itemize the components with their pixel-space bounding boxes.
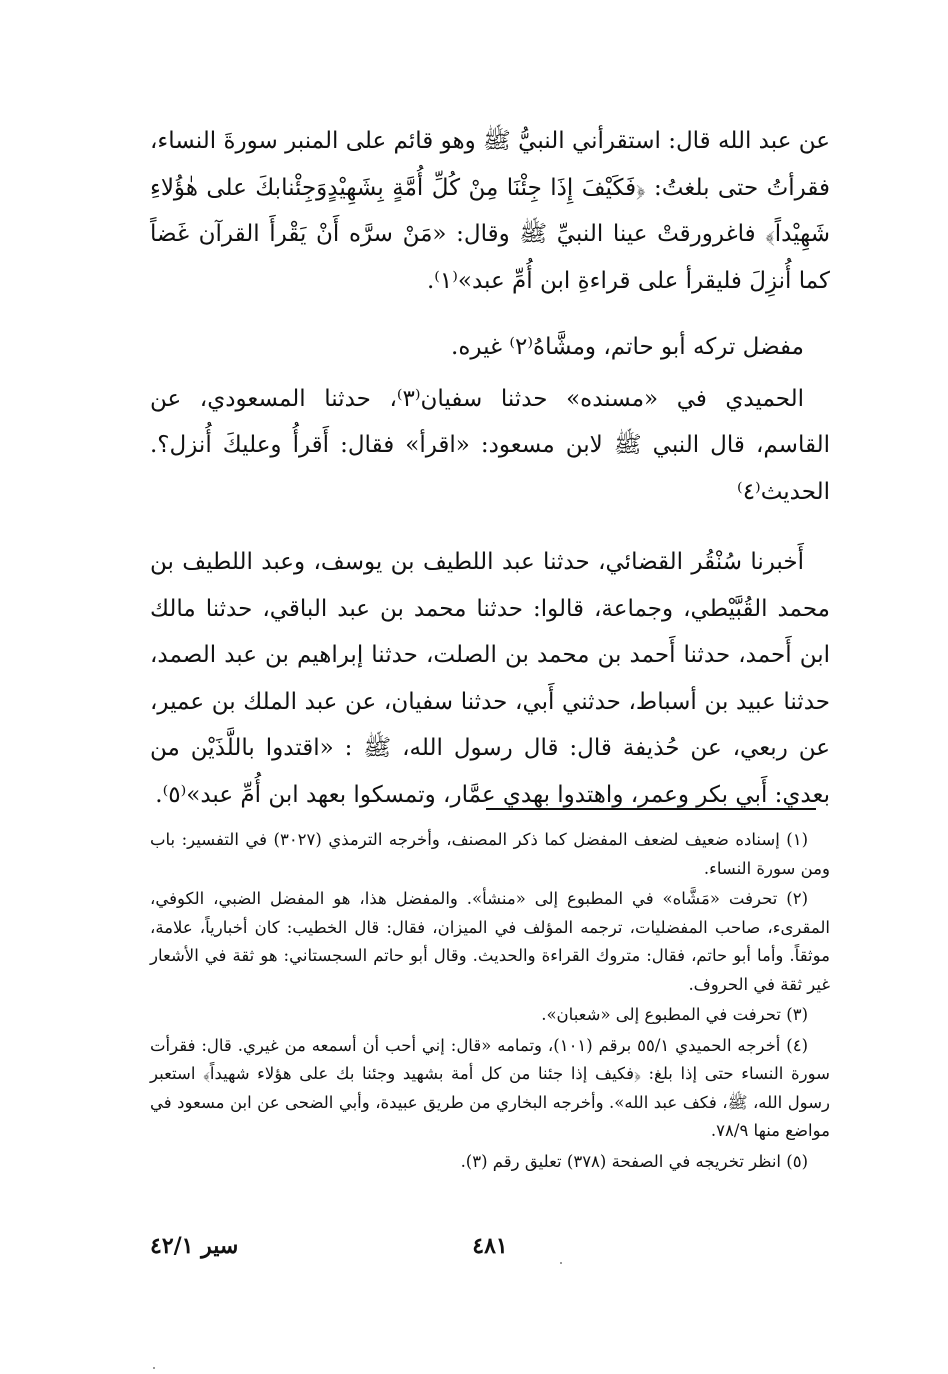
paragraph-hadith-reading: عن عبد الله قال: استقرأني النبيُّ ﷺ وهو قائم على المنبر سورةَ النساء، فقرأتُ حتى بلغتُ: ﴿فَكَيْفَ إِذَا جِئْنَا مِنْ كُلِّ أُمَّةٍ بِشَهِيْدٍوَجِئْنابكَ على هٰؤُلاءِ شَهِيْداً﴾ فاغرورقتْ عينا النبيِّ ﷺ وقال: «مَنْ سرَّه أَنْ يَقْرأَ القرآن غَضاً كما أُنزِلَ فليقرأ على قراءةِ ابن أُمِّ عبد»⁽١⁾. — [150, 128, 830, 294]
paragraph-mufaddal: مفضل تركه أبو حاتم، ومشَّاهُ⁽٢⁾ غيره. — [451, 334, 804, 360]
main-text — [150, 118, 830, 818]
paragraph-humaydi: الحميدي في «مسنده» حدثنا سفيان⁽٣⁾، حدثنا المسعودي، عن القاسم، قال النبي ﷺ لابن مسعود: «اقرأ» فقال: أَقرأُ وعليكَ أُنزل؟. الحديث⁽٤⁾ — [150, 385, 830, 505]
footnote-1: (١) إسناده ضعيف لضعف المفضل كما ذكر المصنف، وأخرجه الترمذي (٣٠٢٧) في التفسير: باب ومن سورة النساء. — [150, 830, 830, 878]
scan-speck — [560, 1262, 562, 1264]
paragraph-isnad: أَخبرنا سُنْقُر القضائي، حدثنا عبد اللطيف بن يوسف، وعبد اللطيف بن محمد القُبَّيْطي، وجماعة، قالوا: حدثنا محمد بن عبد الباقي، حدثنا مالك ابن أَحمد، حدثنا أَحمد بن محمد بن الصلت، حدثنا إبراهيم بن عبد الصمد، حدثنا عبيد بن أسباط، حدثني أَبي، حدثنا سفيان، عن عبد الملك بن عمير، عن ربعي، عن حُذيفة قال: قال رسول الله، ﷺ : «اقتدوا باللَّذَيْن من بعدي: أَبي بكر وعمر، واهتدوا بهدي عمَّار، وتمسكوا بعهد ابن أُمِّ عبد»⁽٥⁾. — [150, 549, 830, 808]
footnote-4: (٤) أخرجه الحميدي ٥٥/١ برقم (١٠١)، وتمامه «قال: إني أحب أن أسمعه من غيري. قال: فقرأت سورة النساء حتى إذا بلغ: ﴿فكيف إذا جئنا من كل أمة بشهيد وجئنا بك على هؤلاء شهيداً﴾ استعبر رسول الله، ﷺ، فكف عبد الله». وأخرجه البخاري من طريق عبيدة، وأبي الضحى عن ابن مسعود في مواضع منها ٧٨/٩. — [150, 1035, 830, 1140]
scan-speck — [153, 1367, 155, 1369]
footnotes — [150, 826, 830, 1178]
footnote-2: (٢) تحرفت «مَشَّاه» في المطبوع إلى «منشأ». والمفضل هذا، هو المفضل الضبي، الكوفي، المقرىء، صاحب المفضليات، ترجمه المؤلف في الميزان، فقال: قال الخطيب: كان أخبارياً، علامة، موثقاً. وأما أبو حاتم، فقال: متروك القراءة والحديث. وقال أبو حاتم السجستاني: هو ثقة في الأشعار غير ثقة في الحروف. — [150, 889, 830, 994]
footnote-divider — [486, 808, 816, 810]
footnote-3: (٣) تحرفت في المطبوع إلى «شعبان». — [541, 1005, 808, 1024]
footnote-5: (٥) انظر تخريجه في الصفحة (٣٧٨) تعليق رقم (٣). — [460, 1151, 808, 1171]
running-reference: سير ٤٢/١ — [150, 1233, 239, 1259]
page-number: ٤٨١ — [472, 1233, 508, 1259]
